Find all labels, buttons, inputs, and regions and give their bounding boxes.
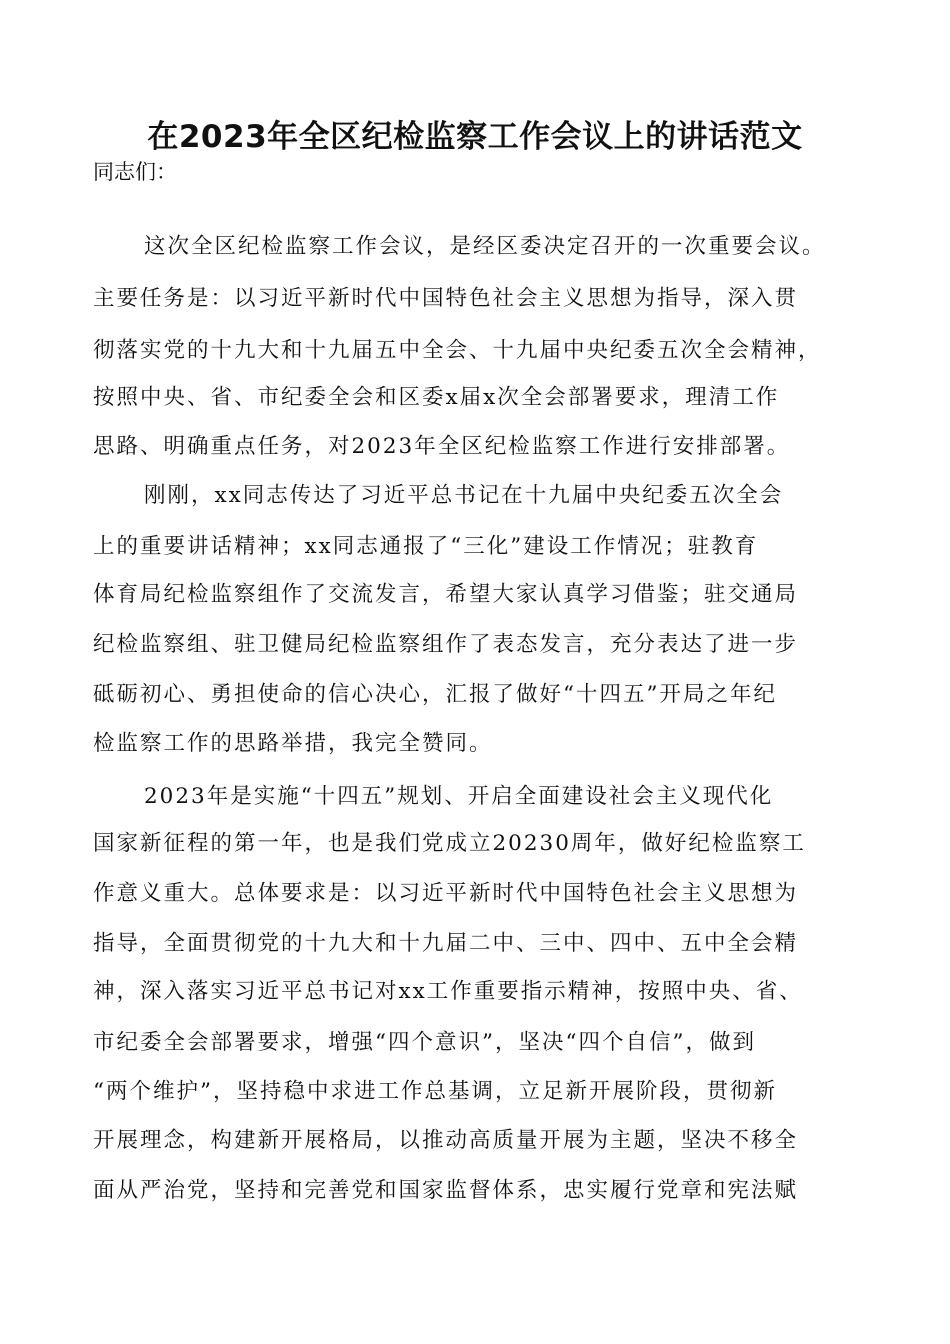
paragraph-line: 开展理念，构建新开展格局，以推动高质量开展为主题，坚决不移全 (93, 1128, 799, 1153)
paragraph-line: 上的重要讲话精神；xx同志通报了“三化”建设工作情况；驻教育 (93, 534, 759, 559)
paragraph-line: 市纪委全会部署要求，增强“四个意识”，坚决“四个自信”，做到 (93, 1030, 756, 1055)
paragraph-line: 面从严治党，坚持和完善党和国家监督体系，忠实履行党章和宪法赋 (93, 1178, 799, 1203)
paragraph-line: 主要任务是：以习近平新时代中国特色社会主义思想为指导，深入贯 (93, 286, 799, 311)
paragraph-line: 2023年是实施“十四五”规划、开启全面建设社会主义现代化 (144, 784, 774, 809)
paragraph-line: 体育局纪检监察组作了交流发言，希望大家认真学习借鉴；驻交通局 (93, 582, 799, 607)
paragraph-line: “两个维护”，坚持稳中求进工作总基调，立足新开展阶段，贯彻新 (93, 1079, 777, 1104)
paragraph-line: 思路、明确重点任务，对2023年全区纪检监察工作进行安排部署。 (93, 434, 791, 459)
paragraph-line: 国家新征程的第一年，也是我们党成立20230周年，做好纪检监察工 (93, 831, 806, 856)
paragraph-line: 按照中央、省、市纪委全会和区委x届x次全会部署要求，理清工作 (93, 385, 780, 410)
paragraph-line: 砥砺初心、勇担使命的信心决心，汇报了做好“十四五”开局之年纪 (93, 682, 777, 707)
document-title: 在2023年全区纪检监察工作会议上的讲话范文 (147, 119, 803, 155)
paragraph-line: 彻落实党的十九大和十九届五中全会、十九届中央纪委五次全会精神， (93, 338, 822, 363)
paragraph-line: 检监察工作的思路举措，我完全赞同。 (93, 731, 493, 756)
paragraph-line: 刚刚，xx同志传达了习近平总书记在十九届中央纪委五次全会 (144, 483, 784, 508)
paragraph-line: 这次全区纪检监察工作会议，是经区委决定召开的一次重要会议。 (144, 234, 826, 259)
paragraph-line: 纪检监察组、驻卫健局纪检监察组作了表态发言，充分表达了进一步 (93, 632, 799, 657)
salutation: 同志们： (93, 160, 177, 184)
paragraph-line: 指导，全面贯彻党的十九大和十九届二中、三中、四中、五中全会精 (93, 931, 799, 956)
paragraph-line: 作意义重大。总体要求是：以习近平新时代中国特色社会主义思想为 (93, 881, 799, 906)
paragraph-line: 神，深入落实习近平总书记对xx工作重要指示精神，按照中央、省、 (93, 979, 803, 1004)
